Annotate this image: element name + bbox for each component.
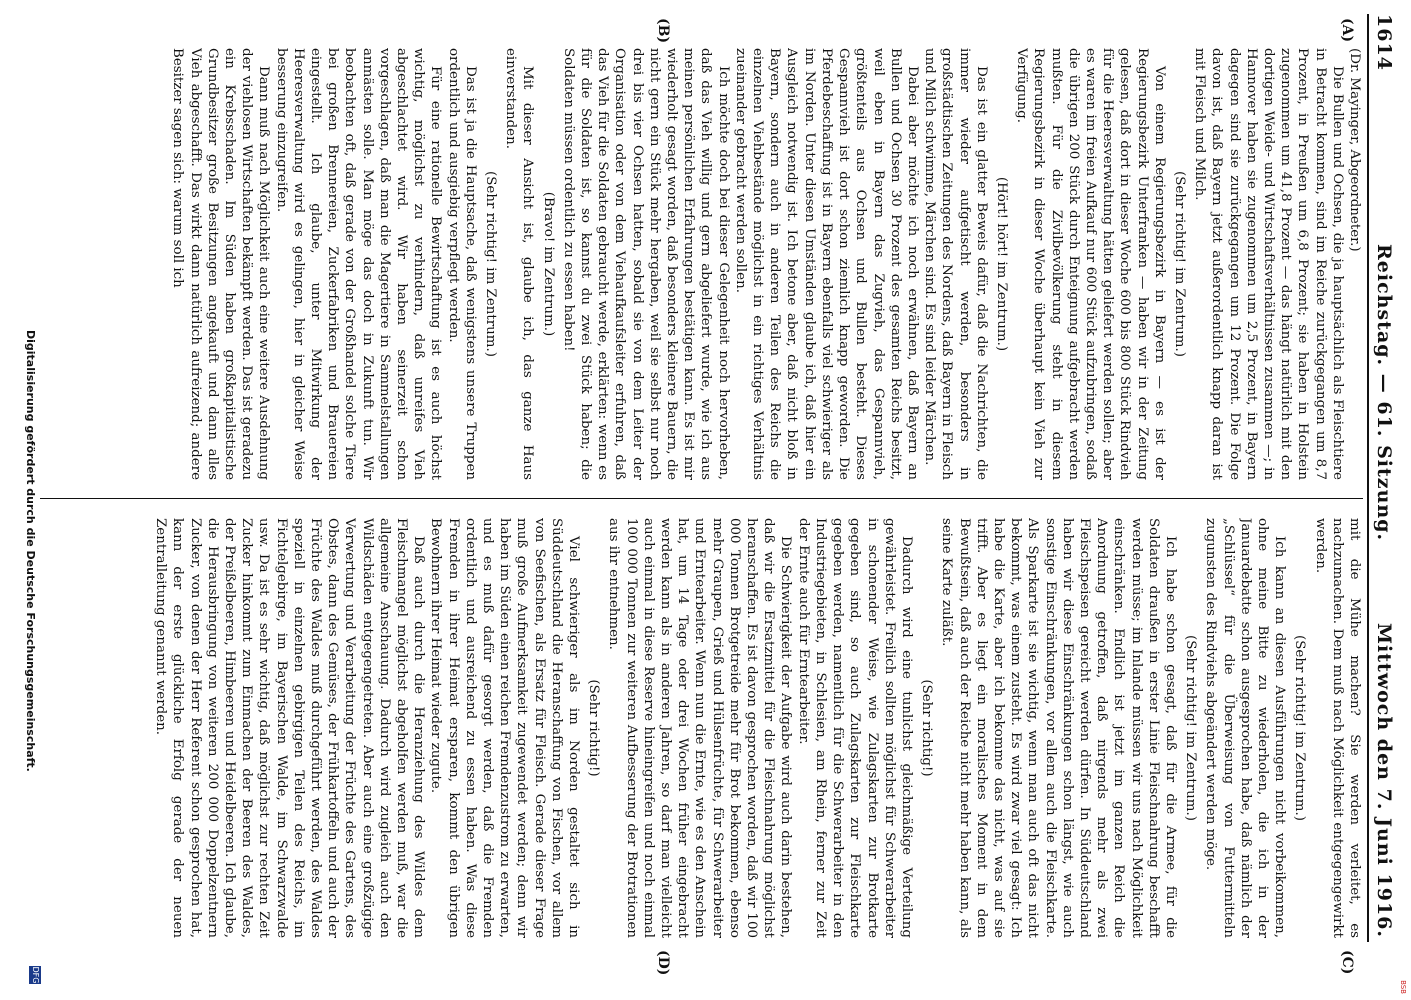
paragraph: Das ist ja die Hauptsache, daß wenigstens unsere Truppen ordentlich und ausgiebig verpflegt werden.	[445, 48, 478, 480]
paragraph: Dabei aber möchte ich noch erwähnen, daß Bayern an Bullen und Ochsen 30 Prozent des gesamten Reichs besitzt, weil eben in Bayern das Zugvieh, das Gespannvieh, größtenteils aus Ochsen und Bullen besteht. Dieses Gespannvieh ist dort schon ziemlich knapp geworden. Die Pferdebeschaffung ist in Bayern ebenfalls viel schwieriger als im Norden. Unter diesen Umständen glaube ich, daß hier ein Ausgleich notwendig ist. Ich betone aber, daß nicht bloß in Bayern, sondern auch in anderen Teilen des Reichs die einzelnen Viehbestände möglichst in ein richtiges Verhältnis zueinander gebracht werden sollen.	[732, 48, 920, 480]
paragraph: Dann muß nach Möglichkeit auch eine weitere Ausdehnung der viehlosen Wirtschaften bekämpft werden. Das ist geradezu ein Krebsschaden. Im Süden haben großkapitalistische Grundbesitzer große Besitzungen angekauft und dann alles Vieh abgeschafft. Das wirkt dann natürlich aufreizend; andere Besitzer sagen sich: warum soll ich	[170, 48, 272, 480]
paragraph: Viel schwieriger als im Norden gestaltet sich in Süddeutschland die Heranschaffung von Fischen, vor allem von Seefischen, als Ersatz für Fleisch. Gerade dieser Frage muß große Aufmerksamkeit zugewendet werden; denn wir haben im Süden einen reichen Fremdenzustrom zu erwarten, und es muß dafür gesorgt werden, daß die Fremden ordentlich und ausreichend zu essen haben. Was diese Fremden in ihrer Heimat ersparen, kommt den übrigen Bewohnern ihrer Heimat wieder zugute.	[428, 518, 582, 938]
paragraph: Für eine rationelle Bewirtschaftung ist es auch höchst wichtig, möglichst zu verhindern, daß unreifes Vieh abgeschlachtet wird. Wir haben seinerzeit schon vorgeschlagen, daß man die Magertiere in Sammelstallungen anmästen solle. Man möge das doch in Zukunft tun. Wir beobachten oft, daß gerade von der Großhandel solche Tiere bei großen Brennereien, Zuckerfabriken und Brauereien eingestellt. Ich glaube, unter Mitwirkung der Heeresverwaltung wird es gelingen, hier in gleicher Weise besserung einzugreifen.	[273, 48, 444, 480]
paragraph: Ich kann an diesen Ausführungen nicht vorbeikommen, ohne meine Bitte zu wiederholen, die ich in der Januardebatte schon ausgesprochen habe, daß nämlich der „Schlüssel“ für die Überweisung von Futtermitteln zugunsten des Rindviehs abgeändert werden möge.	[1203, 518, 1288, 938]
paragraph: Die Schwierigkeit der Aufgabe wird auch darin bestehen, daß wir die Ersatzmittel für die Fleischnahrung möglichst heranschaffen. Es ist davon gesprochen worden, daß wir 100 000 Tonnen Brotgetreide mehr für Brot bekommen, ebenso mehr Graupen, Grieß und Hülsenfrüchte, für Schwerarbeiter und Erntearbeiter. Wenn nun die Ernte, wie es den Anschein hat, um 14 Tage oder drei Wochen früher eingebracht werden kann als in anderen Jahren, so darf man vielleicht auch einmal in diese Reserve hineingreifen und noch einmal 100 000 Tonnen zur weiteren Aufbesserung der Brotrationen aus ihr entnehmen.	[606, 518, 794, 938]
library-mark: BSB	[1399, 980, 1407, 994]
interjection: (Sehr richtig! im Zentrum.)	[1171, 171, 1187, 357]
interjection: (Sehr richtig!)	[586, 679, 602, 777]
paragraph: (Dr. Mayinger, Abgeordneter.)	[1347, 48, 1362, 252]
paragraph: Die Bullen und Ochsen, die ja hauptsächlich als Fleischtiere in Betracht kommen, sind im Reiche zurückgegangen um 8,7 Prozent, in Preußen um 6,8 Prozent; sie haben in Holstein zugenommen um 41,8 Prozent — das hängt natürlich mit den dortigen Weide- und Wirtschaftsverhältnissen zusammen —; in Hannover haben sie zugenommen um 2,5 Prozent, in Bayern dagegen sind sie zurückgegangen um 12 Prozent. Die Folge davon ist, daß Bayern jetzt außerordentlich knapp daran ist mit Fleisch und Milch.	[1192, 48, 1345, 480]
interjection: (Bravo! im Zentrum.)	[540, 191, 556, 337]
left-column	[40, 48, 1363, 480]
margin-mark-a: (A)	[1339, 18, 1355, 43]
margin-mark-d: (D)	[655, 950, 671, 976]
margin-mark-b: (B)	[655, 18, 671, 44]
interjection: (Hört! hört! im Zentrum.)	[993, 176, 1009, 352]
session-title: Reichstag. — 61. Sitzung.	[1373, 244, 1395, 542]
interjection: (Sehr richtig! im Zentrum.)	[1183, 635, 1199, 821]
interjection: (Sehr richtig!)	[919, 679, 935, 777]
page-header	[1367, 14, 1397, 942]
paragraph: Ich habe schon gesagt, daß für die Armee, für die Soldaten draußen in erster Linie Fleischnahrung beschafft werden müsse; im Inlande müssen wir uns nach Möglichkeit einschränken. Endlich ist jetzt im ganzen Reich die Anordnung getroffen, daß nirgends mehr als zwei Fleischspeisen gereicht werden dürfen. In Süddeutschland haben wir diese Einschränkungen schon längst, wie auch sonstige Einschränkungen, vor allem auch die Fleischkarte. Als Sparkarte ist sie wichtig, wenn man auch oft das nicht bekommt, was einem zusteht. Es wird zwar viel gesagt: Ich habe die Karte, aber ich bekomme das nicht, was auf sie trifft. Aber es liegt ein moralisches Moment in dem Bewußtsein, daß auch der Reiche nicht mehr haben kann, als seine Karte zuläßt.	[939, 518, 1178, 938]
interjection: (Sehr richtig! im Zentrum.)	[1292, 635, 1308, 821]
session-date: Mittwoch den 7. Juni 1916.	[1373, 622, 1395, 938]
page-number: 1614	[1373, 14, 1395, 71]
paragraph: mit die Mühe machen? Sie werden verleitet, es nachzumachen. Dem muß nach Möglichkeit entgegengewirkt werden.	[1312, 518, 1362, 938]
right-column	[40, 518, 1363, 938]
margin-mark-c: (C)	[1339, 950, 1355, 975]
paragraph: Ich möchte doch bei dieser Gelegenheit noch hervorheben, daß das Vieh willig und gern abgeliefert wurde, wie ich aus meinen persönlichen Erfahrungen bestätigen kann. Es ist mir wiederholt gesagt worden, daß besonders kleinere Bauern, die nicht gern ein Stück mehr hergaben, weil sie selbst nur noch drei bis vier Ochsen hatten, sobald sie von dem Leiter der Organisation oder von dem Viehaufkaufsleiter erfuhren, daß das Vieh für die Soldaten gebraucht werde, erklärten: wenn es für die Soldaten ist, so kannst du zwei Stück haben; die Soldaten müssen ordentlich zu essen haben!	[560, 48, 731, 480]
paragraph: Mit dieser Ansicht ist, glaube ich, das ganze Haus einverstanden.	[503, 48, 536, 480]
column-divider	[40, 498, 1363, 499]
interjection: (Sehr richtig! im Zentrum.)	[483, 171, 499, 357]
paragraph: Dadurch wird eine tunlichst gleichmäßige Verteilung gewährleistet. Freilich sollten möglichst für Schwerarbeiter in schonender Weise, wie Zulagskarten zur Brotkarte gegeben sind, so auch Zulagskarten zur Fleischkarte gegeben werden, namentlich für die Schwerarbeiter in den Industriegebieten, in Schlesien, am Rhein, ferner zur Zeit der Ernte auch für Erntearbeiter.	[795, 518, 914, 938]
paragraph: Daß auch durch die Heranziehung des Wildes dem Fleischmangel möglichst abgeholfen werden muß, war die allgemeine Anschauung. Dadurch wird zugleich auch den Wildschäden entgegengetreten. Aber auch eine großzügige Verwertung und Verarbeitung der Früchte des Gartens, des Obstes, dann des Gemüses, der Frühkartoffeln und auch der Früchte des Waldes muß durchgeführt werden, des Waldes speziell in einzelnen gebirgigen Teilen des Reichs, im Fichtelgebirge, im Bayerischen Walde, im Schwarzwalde usw. Da ist es sehr wichtig, daß möglichst zur rechten Zeit Zucker hinkommt zum Einmachen der Beeren des Waldes, der Preißelbeeren, Himbeeren und Heidelbeeren. Ich glaube, die Herausbringung von weiteren 200 000 Doppelzentnern Zucker, von denen der Herr Referent schon gesprochen hat, kann der erste glückliche Erfolg gerade der neuen Zentralleitung genannt werden.	[153, 518, 427, 938]
dfg-logo: DFG	[31, 966, 40, 984]
paragraph: Das ist ein glatter Beweis dafür, daß die Nachrichten, die immer wieder aufgetischt werden, besonders in großstädtischen Zeitungen des Nordens, daß Bayern in Fleisch und Milch schwimme, Märchen sind. Es sind leider Märchen.	[922, 48, 989, 480]
paragraph: Von einem Regierungsbezirk in Bayern — es ist der Regierungsbezirk Unterfranken — haben wir in der Zeitung gelesen, daß dort in dieser Woche 600 bis 800 Stück Rindvieh für die Heeresverwaltung hätten geliefert werden sollen; aber es waren im freien Aufkauf nur 600 Stück aufzubringen, sodaß die übrigen 200 Stück durch Enteignung aufgebracht werden mußten. Für die Zivilbevölkerung steht in diesem Regierungsbezirk in dieser Woche überhaupt kein Vieh zur Verfügung.	[1014, 48, 1167, 480]
footer-credit: Digitalisierung gefördert durch die Deutsche Forschungsgemeinschaft.	[24, 330, 37, 772]
